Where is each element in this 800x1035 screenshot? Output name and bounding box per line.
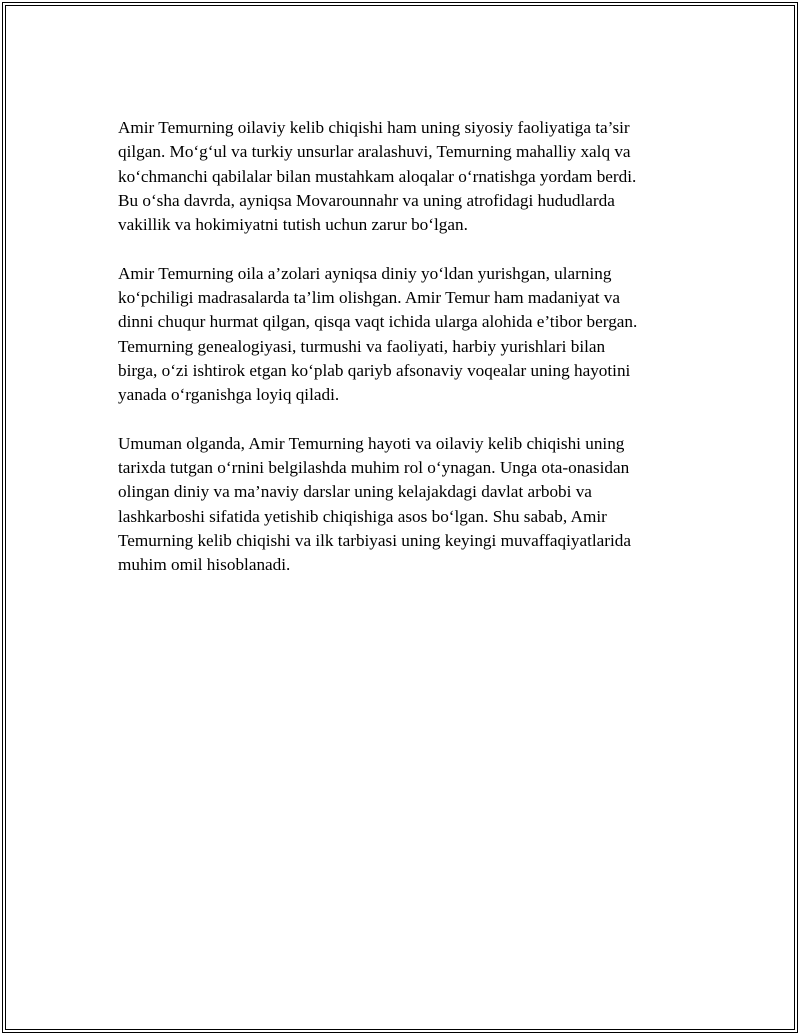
paragraph-3: Umuman olganda, Amir Temurning hayoti va oilaviy kelib chiqishi uning tarixda tutgan o‘rnini belgilashda muhim rol o‘ynagan. Unga ota-onasidan olingan diniy va ma’naviy darslar uning kelajakdagi davlat arbobi va lashkarboshi sifatida yetishib chiqishiga asos bo‘lgan. Shu sabab, Amir Temurning kelib chiqishi va ilk tarbiyasi uning keyingi muvaffaqiyatlarida muhim omil hisoblanadi. [118,433,632,575]
paragraph-2: Amir Temurning oila a’zolari ayniqsa diniy yo‘ldan yurishgan, ularning ko‘pchiligi madrasalarda ta’lim olishgan. Amir Temur ham madaniyat va dinni chuqur hurmat qilgan, qisqa vaqt ichida ularga alohida e’tibor bergan. Temurning genealogiyasi, turmushi va faoliyati, harbiy yurishlari bilan birga, o‘zi ishtirok etgan ko‘plab qariyb afsonaviy voqealar uning hayotini yanada o‘rganishga loyiq qiladi. [118,263,638,405]
paragraph-1: Amir Temurning oilaviy kelib chiqishi ham uning siyosiy faoliyatiga ta’sir qilgan. Mo‘g‘ul va turkiy unsurlar aralashuvi, Temurning mahalliy xalq va ko‘chmanchi qabilalar bilan mustahkam aloqalar o‘rnatishga yordam berdi. Bu o‘sha davrda, ayniqsa Movarounnahr va uning atrofidagi hududlarda vakillik va hokimiyatni tutish uchun zarur bo‘lgan. [118,118,637,235]
document-body [118,116,688,602]
